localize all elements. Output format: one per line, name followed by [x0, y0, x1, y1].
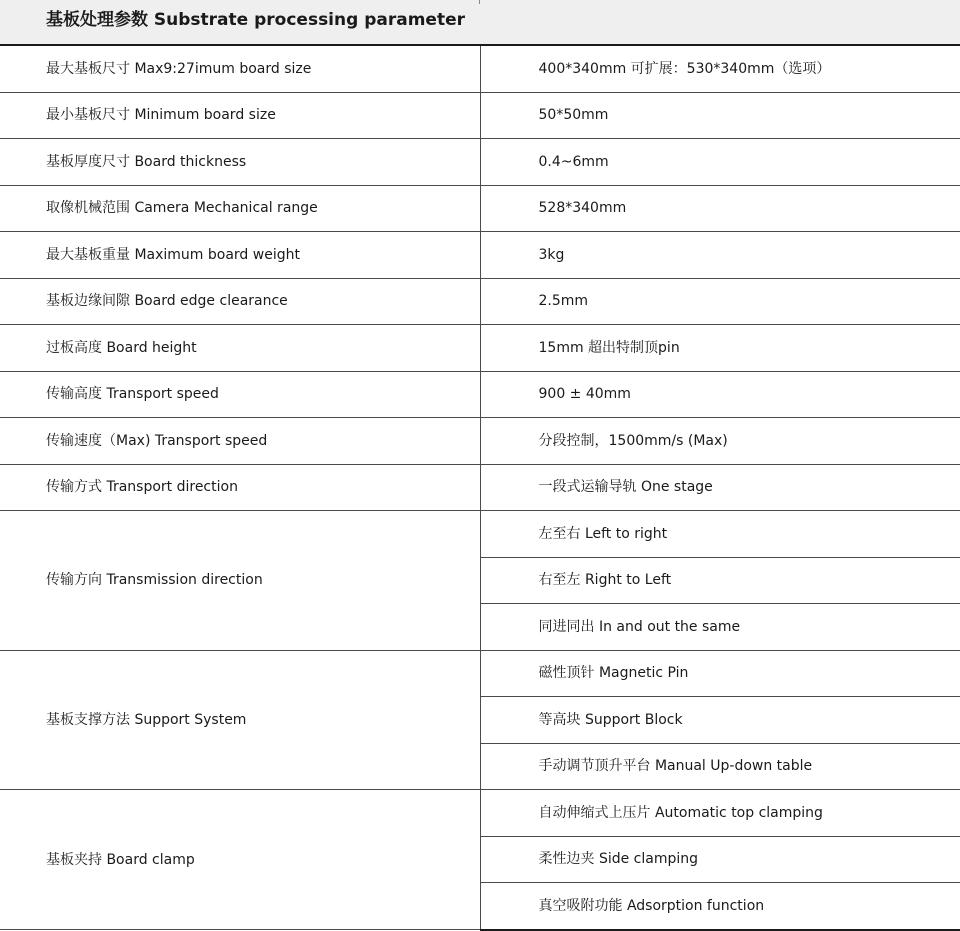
parameter-name: 最大基板尺寸 Max9:27imum board size	[0, 46, 480, 92]
parameter-name: 取像机械范围 Camera Mechanical range	[0, 185, 480, 232]
parameter-name: 最大基板重量 Maximum board weight	[0, 232, 480, 279]
table-row	[0, 511, 960, 558]
parameter-value: 分段控制，1500mm/s (Max)	[480, 418, 960, 465]
parameter-name: 传输方式 Transport direction	[0, 464, 480, 511]
table-row	[0, 371, 960, 418]
parameter-value: 15mm 超出特制顶pin	[480, 325, 960, 372]
table-row	[0, 139, 960, 186]
table-row	[0, 92, 960, 139]
parameter-value: 左至右 Left to right	[480, 511, 960, 558]
column-divider-tick	[479, 0, 480, 4]
table-row	[0, 790, 960, 837]
table-row	[0, 650, 960, 697]
parameter-value: 2.5mm	[480, 278, 960, 325]
parameter-value: 柔性边夹 Side clamping	[480, 836, 960, 883]
parameter-value: 等高块 Support Block	[480, 697, 960, 744]
table-row	[0, 232, 960, 279]
table-row	[0, 46, 960, 92]
parameter-value: 400*340mm 可扩展：530*340mm（选项）	[480, 46, 960, 92]
parameter-value: 自动伸缩式上压片 Automatic top clamping	[480, 790, 960, 837]
parameter-name: 传输速度（Max) Transport speed	[0, 418, 480, 465]
parameter-name: 过板高度 Board height	[0, 325, 480, 372]
table-row	[0, 185, 960, 232]
parameter-value: 右至左 Right to Left	[480, 557, 960, 604]
parameter-value: 一段式运输导轨 One stage	[480, 464, 960, 511]
section-title: 基板处理参数 Substrate processing parameter	[46, 10, 465, 30]
parameter-value: 真空吸附功能 Adsorption function	[480, 883, 960, 930]
table-row	[0, 278, 960, 325]
parameter-value: 手动调节顶升平台 Manual Up-down table	[480, 743, 960, 790]
parameter-value: 同进同出 In and out the same	[480, 604, 960, 651]
table-row	[0, 464, 960, 511]
parameter-name: 传输高度 Transport speed	[0, 371, 480, 418]
table-row	[0, 418, 960, 465]
parameter-name: 基板厚度尺寸 Board thickness	[0, 139, 480, 186]
parameter-table	[0, 46, 960, 931]
parameter-value: 900 ± 40mm	[480, 371, 960, 418]
table-header	[0, 0, 960, 46]
parameter-name: 基板夹持 Board clamp	[0, 790, 480, 930]
parameter-name: 基板支撑方法 Support System	[0, 650, 480, 790]
parameter-value: 磁性顶针 Magnetic Pin	[480, 650, 960, 697]
parameter-name: 最小基板尺寸 Minimum board size	[0, 92, 480, 139]
parameter-value: 0.4~6mm	[480, 139, 960, 186]
parameter-value: 50*50mm	[480, 92, 960, 139]
parameter-value: 528*340mm	[480, 185, 960, 232]
parameter-name: 基板边缘间隙 Board edge clearance	[0, 278, 480, 325]
parameter-name: 传输方向 Transmission direction	[0, 511, 480, 651]
table-row	[0, 325, 960, 372]
parameter-value: 3kg	[480, 232, 960, 279]
